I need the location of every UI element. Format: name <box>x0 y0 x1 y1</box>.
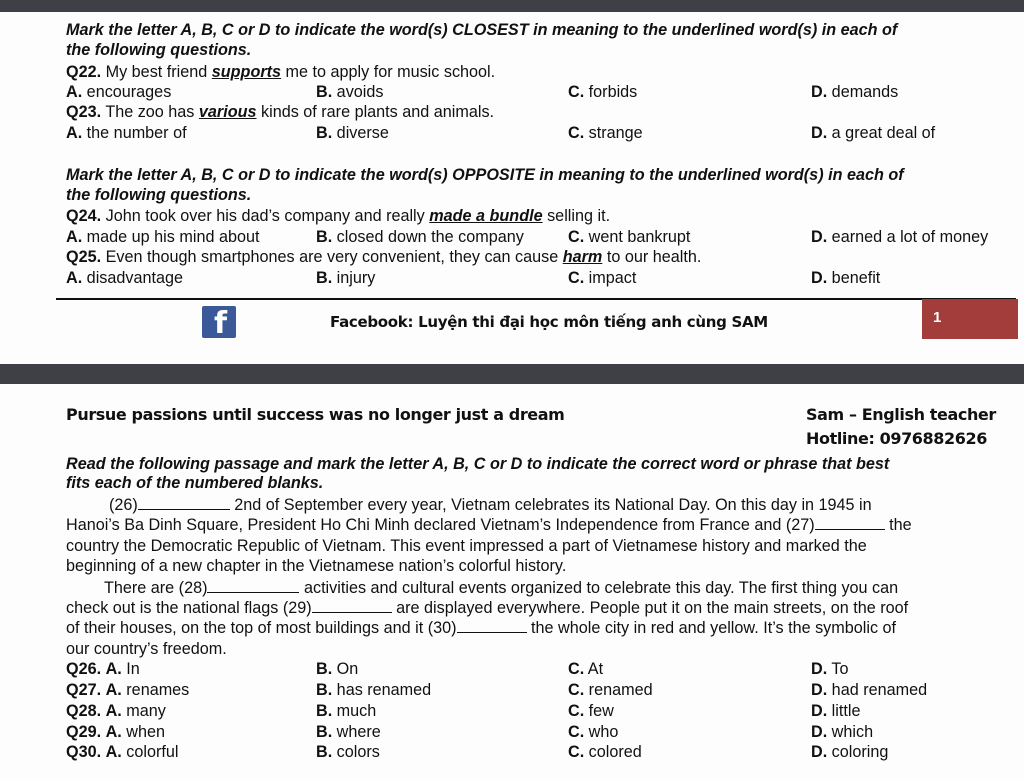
option-letter: B. <box>316 702 333 720</box>
option-letter: A. <box>66 124 83 142</box>
option-c[interactable] <box>568 227 690 247</box>
option-letter: A. <box>66 228 83 246</box>
option-letter: D. <box>811 723 828 741</box>
option-text: To <box>827 660 849 678</box>
passage-text: There are (28) <box>104 579 208 597</box>
option-text: demands <box>827 83 899 101</box>
header-motto: Pursue passions until success was no longer just a dream <box>66 405 565 424</box>
question-number: Q27. <box>66 681 102 699</box>
option-letter: B. <box>316 660 333 678</box>
option-letter: C. <box>568 660 585 678</box>
question-text: to our health. <box>602 248 702 266</box>
option-text: had renamed <box>827 681 928 699</box>
passage-line: country the Democratic Republic of Vietnam. This event impressed a part of Vietnamese history and marked the <box>66 537 867 555</box>
question-27[interactable] <box>66 680 189 700</box>
instruction-reading-line2: fits each of the numbered blanks. <box>66 474 324 492</box>
option-text: made up his mind about <box>82 228 260 246</box>
question-29[interactable] <box>66 722 165 742</box>
question-22 <box>66 62 495 82</box>
passage-line: our country’s freedom. <box>66 640 227 658</box>
option-b[interactable] <box>316 742 380 762</box>
option-text: when <box>121 723 165 741</box>
instruction-synonyms-line1: Mark the letter A, B, C or D to indicate the word(s) CLOSEST in meaning to the underlined word(s) in each of <box>66 21 898 39</box>
blank-number: (26) <box>109 496 138 514</box>
instruction-reading-line1: Read the following passage and mark the letter A, B, C or D to indicate the correct word or phrase that best <box>66 455 890 473</box>
option-letter: B. <box>316 743 333 761</box>
option-d[interactable] <box>811 742 888 762</box>
page-number: 1 <box>933 309 942 326</box>
option-letter: D. <box>811 702 828 720</box>
option-letter: C. <box>568 83 585 101</box>
option-text: colorful <box>121 743 179 761</box>
blank-29 <box>312 598 392 613</box>
header-teacher: Sam – English teacher <box>806 405 996 424</box>
passage-text: the whole city in red and yellow. It’s the symbolic of <box>526 619 897 637</box>
option-letter: C. <box>568 228 585 246</box>
option-text: benefit <box>827 269 881 287</box>
instruction-synonyms-line2: the following questions. <box>66 41 252 59</box>
passage-text: activities and cultural events organized to celebrate this day. The first thing you can <box>299 579 899 597</box>
option-b[interactable] <box>316 227 524 247</box>
option-d[interactable] <box>811 227 988 247</box>
option-text: At <box>584 660 604 678</box>
option-letter: A. <box>105 702 122 720</box>
passage-text: check out is the national flags (29) <box>66 599 312 617</box>
option-text: injury <box>332 269 376 287</box>
question-28[interactable] <box>66 701 166 721</box>
document-page-1 <box>0 12 1024 364</box>
option-text: strange <box>584 124 643 142</box>
option-text: has renamed <box>332 681 432 699</box>
question-text: My best friend <box>101 63 212 81</box>
question-number: Q24. <box>66 207 102 225</box>
option-text: where <box>332 723 381 741</box>
option-c[interactable] <box>568 742 642 762</box>
option-c[interactable] <box>568 123 643 143</box>
question-30[interactable] <box>66 742 178 762</box>
question-number: Q28. <box>66 702 102 720</box>
option-letter: D. <box>811 124 828 142</box>
passage-line <box>66 515 912 535</box>
question-24 <box>66 206 610 226</box>
question-text: The zoo has <box>101 103 199 121</box>
question-text: selling it. <box>542 207 611 225</box>
option-letter: D. <box>811 269 828 287</box>
option-letter: B. <box>316 681 333 699</box>
option-letter: A. <box>105 743 122 761</box>
option-text: few <box>584 702 614 720</box>
option-letter: D. <box>811 228 828 246</box>
passage-text: of their houses, on the top of most buildings and it (30) <box>66 619 457 637</box>
underlined-word: made a bundle <box>429 207 543 225</box>
option-text: impact <box>584 269 637 287</box>
option-b[interactable] <box>316 701 376 721</box>
question-23 <box>66 102 494 122</box>
option-letter: B. <box>316 269 333 287</box>
option-d[interactable] <box>811 123 935 143</box>
option-b[interactable] <box>316 82 383 102</box>
option-letter: B. <box>316 723 333 741</box>
question-text: John took over his dad’s company and really <box>101 207 430 225</box>
option-text: In <box>121 660 140 678</box>
option-letter: C. <box>568 702 585 720</box>
option-letter: B. <box>316 228 333 246</box>
page-number-badge <box>922 299 1018 339</box>
option-text: encourages <box>82 83 172 101</box>
instruction-antonyms-line2: the following questions. <box>66 186 252 204</box>
document-page-2 <box>0 384 1024 779</box>
option-d[interactable] <box>811 82 898 102</box>
option-letter: C. <box>568 723 585 741</box>
question-text: Even though smartphones are very convenient, they can cause <box>101 248 563 266</box>
blank-28 <box>207 578 299 593</box>
option-letter: D. <box>811 743 828 761</box>
passage-text: Hanoi’s Ba Dinh Square, President Ho Chi Minh declared Vietnam’s Independence from France and (27) <box>66 516 815 534</box>
option-text: forbids <box>584 83 638 101</box>
option-letter: D. <box>811 681 828 699</box>
option-text: colored <box>584 743 642 761</box>
option-text: diverse <box>332 124 389 142</box>
option-letter: A. <box>105 660 122 678</box>
option-c[interactable] <box>568 659 603 679</box>
option-text: went bankrupt <box>584 228 691 246</box>
underlined-word: various <box>198 103 257 121</box>
question-number: Q25. <box>66 248 102 266</box>
option-text: renamed <box>584 681 653 699</box>
option-text: much <box>332 702 377 720</box>
question-25 <box>66 247 701 267</box>
facebook-glyph: f <box>214 306 228 341</box>
question-number: Q23. <box>66 103 102 121</box>
footer-facebook-text: Facebook: Luyện thi đại học môn tiếng anh cùng SAM <box>330 313 768 331</box>
option-d[interactable] <box>811 268 880 288</box>
option-a[interactable] <box>66 227 259 247</box>
option-a[interactable] <box>66 268 183 288</box>
option-letter: B. <box>316 124 333 142</box>
passage-text: the <box>884 516 912 534</box>
option-text: the number of <box>82 124 187 142</box>
passage-line: beginning of a new chapter in the Vietnamese nation’s colorful history. <box>66 557 567 575</box>
option-letter: C. <box>568 681 585 699</box>
option-letter: A. <box>66 83 83 101</box>
option-b[interactable] <box>316 680 431 700</box>
option-text: many <box>121 702 166 720</box>
option-text: renames <box>121 681 190 699</box>
option-text: disadvantage <box>82 269 183 287</box>
option-d[interactable] <box>811 680 927 700</box>
option-text: little <box>827 702 861 720</box>
option-letter: D. <box>811 83 828 101</box>
option-a[interactable] <box>66 123 187 143</box>
option-text: who <box>584 723 619 741</box>
question-text: me to apply for music school. <box>281 63 496 81</box>
option-c[interactable] <box>568 680 653 700</box>
header-hotline: Hotline: 0976882626 <box>806 429 987 448</box>
option-b[interactable] <box>316 722 381 742</box>
passage-line <box>66 598 908 618</box>
option-b[interactable] <box>316 123 389 143</box>
option-d[interactable] <box>811 722 873 742</box>
option-letter: C. <box>568 743 585 761</box>
option-text: colors <box>332 743 380 761</box>
option-text: avoids <box>332 83 384 101</box>
passage-text: 2nd of September every year, Vietnam celebrates its National Day. On this day in 1945 in <box>229 496 872 514</box>
option-c[interactable] <box>568 701 614 721</box>
underlined-word: supports <box>211 63 282 81</box>
option-text: a great deal of <box>827 124 936 142</box>
option-c[interactable] <box>568 722 618 742</box>
blank-30 <box>457 618 527 633</box>
option-letter: C. <box>568 124 585 142</box>
question-26[interactable] <box>66 659 140 679</box>
facebook-icon[interactable] <box>202 306 236 341</box>
blank-26 <box>138 495 230 510</box>
question-number: Q22. <box>66 63 102 81</box>
option-text: which <box>827 723 874 741</box>
passage-text: are displayed everywhere. People put it on the main streets, on the roof <box>391 599 909 617</box>
option-d[interactable] <box>811 701 860 721</box>
option-text: closed down the company <box>332 228 524 246</box>
option-letter: D. <box>811 660 828 678</box>
passage-line <box>66 618 896 638</box>
option-letter: A. <box>105 723 122 741</box>
option-text: earned a lot of money <box>827 228 989 246</box>
option-text: On <box>332 660 359 678</box>
underlined-word: harm <box>562 248 603 266</box>
option-c[interactable] <box>568 268 636 288</box>
question-text: kinds of rare plants and animals. <box>256 103 495 121</box>
instruction-antonyms-line1: Mark the letter A, B, C or D to indicate the word(s) OPPOSITE in meaning to the underlined word(s) in each of <box>66 166 904 184</box>
passage-line <box>109 495 872 515</box>
footer-divider <box>56 298 1016 300</box>
option-d[interactable] <box>811 659 849 679</box>
option-b[interactable] <box>316 268 375 288</box>
option-text: coloring <box>827 743 889 761</box>
option-c[interactable] <box>568 82 637 102</box>
option-letter: B. <box>316 83 333 101</box>
blank-27 <box>815 515 885 530</box>
option-letter: C. <box>568 269 585 287</box>
option-letter: A. <box>105 681 122 699</box>
question-number: Q29. <box>66 723 102 741</box>
option-b[interactable] <box>316 659 358 679</box>
option-a[interactable] <box>66 82 171 102</box>
question-number: Q30. <box>66 743 102 761</box>
option-letter: A. <box>66 269 83 287</box>
question-number: Q26. <box>66 660 102 678</box>
passage-line <box>104 578 898 598</box>
